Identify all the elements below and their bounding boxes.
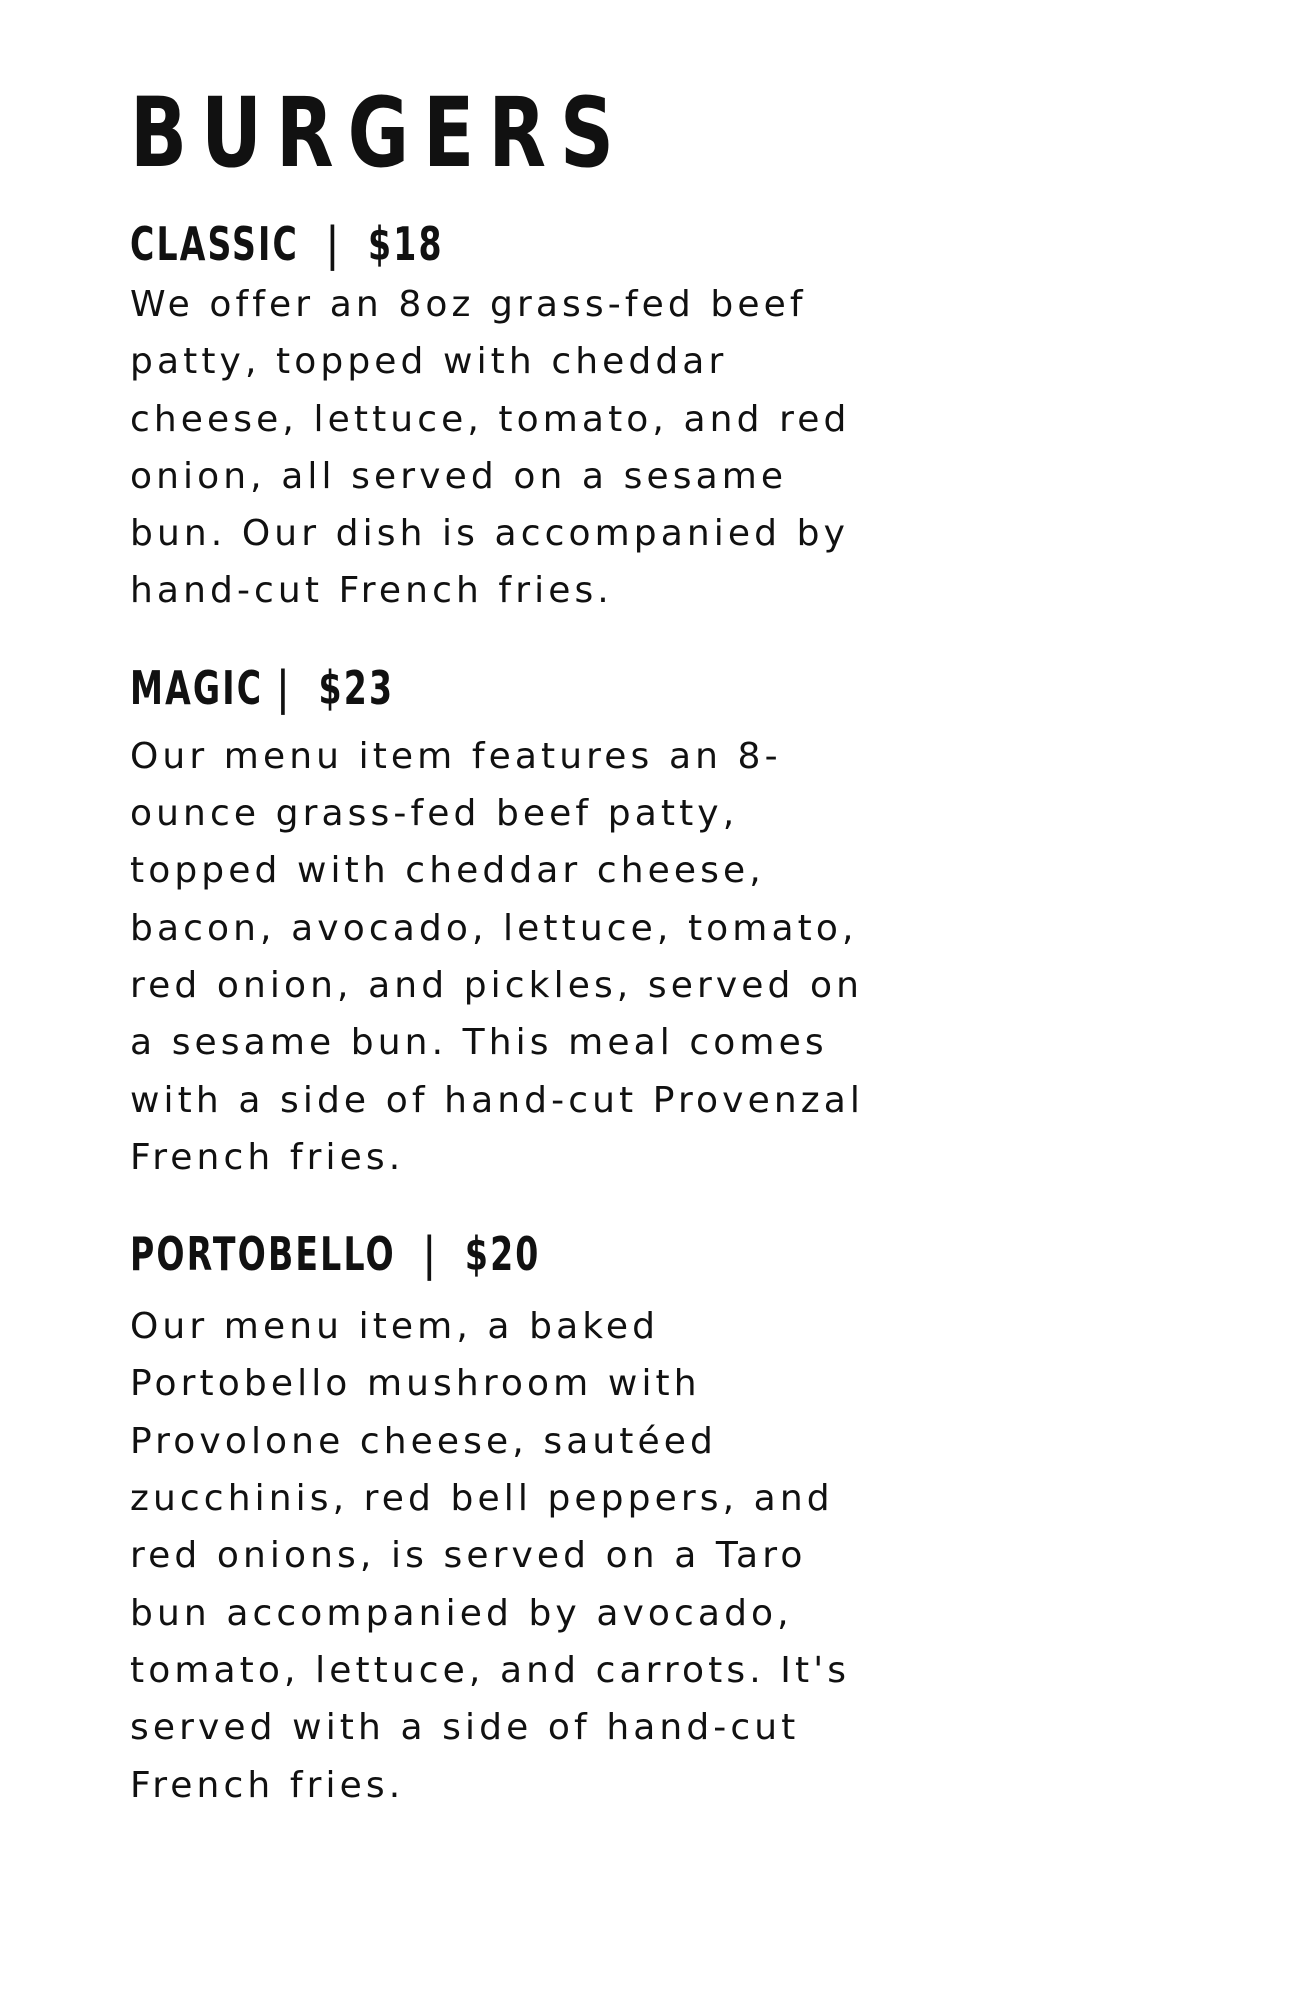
menu-item-classic (130, 216, 890, 620)
menu-item-price: $23 (318, 660, 395, 715)
menu-page (130, 78, 890, 1814)
menu-item-portobello (130, 1226, 890, 1814)
menu-item-price: $20 (464, 1227, 541, 1282)
menu-item-description: We offer an 8oz grass-fed beef patty, topped with cheddar cheese, lettuce, tomato, and red onion, all served on a sesame bun. Our dish is accompanied by hand-cut French fries. (130, 284, 851, 612)
menu-item-heading (130, 1226, 677, 1282)
menu-item-name: CLASSIC (130, 217, 300, 271)
menu-item-description: Our menu item features an 8-ounce grass-fed beef patty, topped with cheddar cheese, bacon, avocado, lettuce, tomato, red onion, and pickles, served on a sesame bun. This meal comes with a side of hand-cut Provenzal French fries. (130, 735, 865, 1178)
menu-item-price: $18 (368, 217, 444, 271)
menu-item-description: Our menu item, a baked Portobello mushroom with Provolone cheese, sautéed zucchinis, red bell peppers, and red onions, is served on a Taro bun accompanied by avocado, tomato, lettuce, and carrots. It's served with a side of hand-cut French fries. (130, 1306, 851, 1806)
menu-item-name: PORTOBELLO (130, 1227, 396, 1282)
menu-item-heading (130, 660, 677, 716)
menu-section-title: BURGERS (130, 77, 629, 189)
menu-item-magic (130, 660, 890, 1186)
menu-item-separator: | (276, 660, 292, 715)
menu-item-separator: | (423, 1227, 438, 1282)
menu-item-name: MAGIC (130, 660, 264, 715)
menu-item-separator: | (326, 217, 341, 271)
menu-item-heading (130, 216, 677, 272)
